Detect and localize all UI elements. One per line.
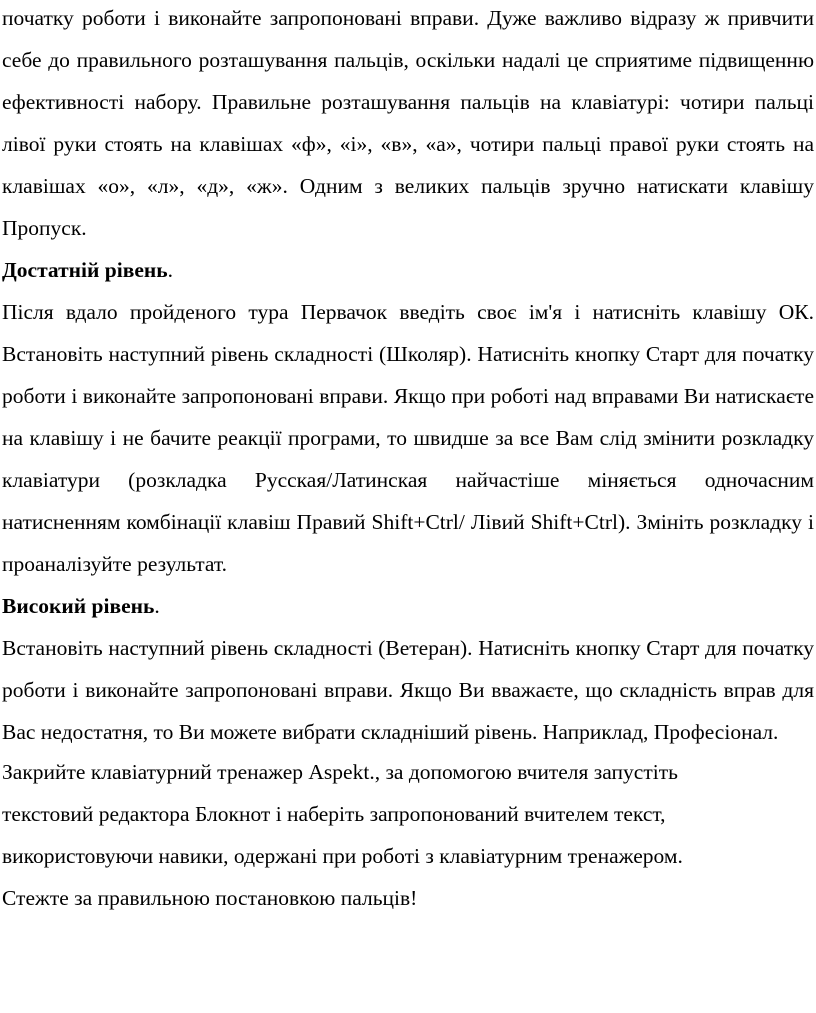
sufficient-level-heading-text: Достатній рівень — [2, 258, 168, 282]
sufficient-level-heading-dot: . — [167, 258, 174, 282]
high-level-heading-text: Високий рівень — [2, 594, 155, 618]
intro-paragraph: початку роботи і виконайте запропоновані вправи. Дуже важливо відразу ж привчити себе до правильного розташування пальців, оскільки надалі це сприятиме підвищенню ефективності набору. Правильне розташування пальців на клавіатурі: чотири пальці лівої руки стоять на клавішах «ф», «і», «в», «а», чотири пальці правої руки стоять на клавішах «о», «л», «д», «ж». Одним з великих пальців зручно натискати клавішу Пропуск. — [2, 6, 814, 240]
sufficient-level-heading — [2, 249, 814, 291]
closing-block — [2, 751, 814, 919]
closing-line: Закрийте клавіатурний тренажер Aspekt., за допомогою вчителя запустіть — [2, 760, 678, 784]
high-level-paragraph: Встановіть наступний рівень складності (Ветеран). Натисніть кнопку Старт для початку роботи і виконайте запропоновані вправи. Якщо Ви вважаєте, що складність вправ для Вас недостатня, то Ви можете вибрати складніший рівень. Наприклад, Професіонал. — [2, 636, 814, 744]
high-level-heading-dot: . — [154, 594, 160, 618]
closing-line: текстовий редактора Блокнот і наберіть запропонований вчителем текст, — [2, 802, 666, 826]
high-level-heading — [2, 585, 814, 627]
sufficient-level-paragraph: Після вдало пройденого тура Первачок введіть своє ім'я і натисніть клавішу ОК. Встановіть наступний рівень складності (Школяр). Натисніть кнопку Старт для початку роботи і виконайте запропоновані вправи. Якщо при роботі над вправами Ви натискаєте на клавішу і не бачите реакції програми, то швидше за все Вам слід змінити розкладку клавіатури (розкладка Русская/Латинская найчастіше міняється одночасним натисненням комбінації клавіш Правий Shift+Ctrl/ Лівий Shift+Ctrl). Змініть розкладку і проаналізуйте результат. — [2, 300, 814, 576]
closing-line: Стежте за правильною постановкою пальців! — [2, 886, 418, 910]
closing-line: використовуючи навики, одержані при роботі з клавіатурним тренажером. — [2, 844, 683, 868]
